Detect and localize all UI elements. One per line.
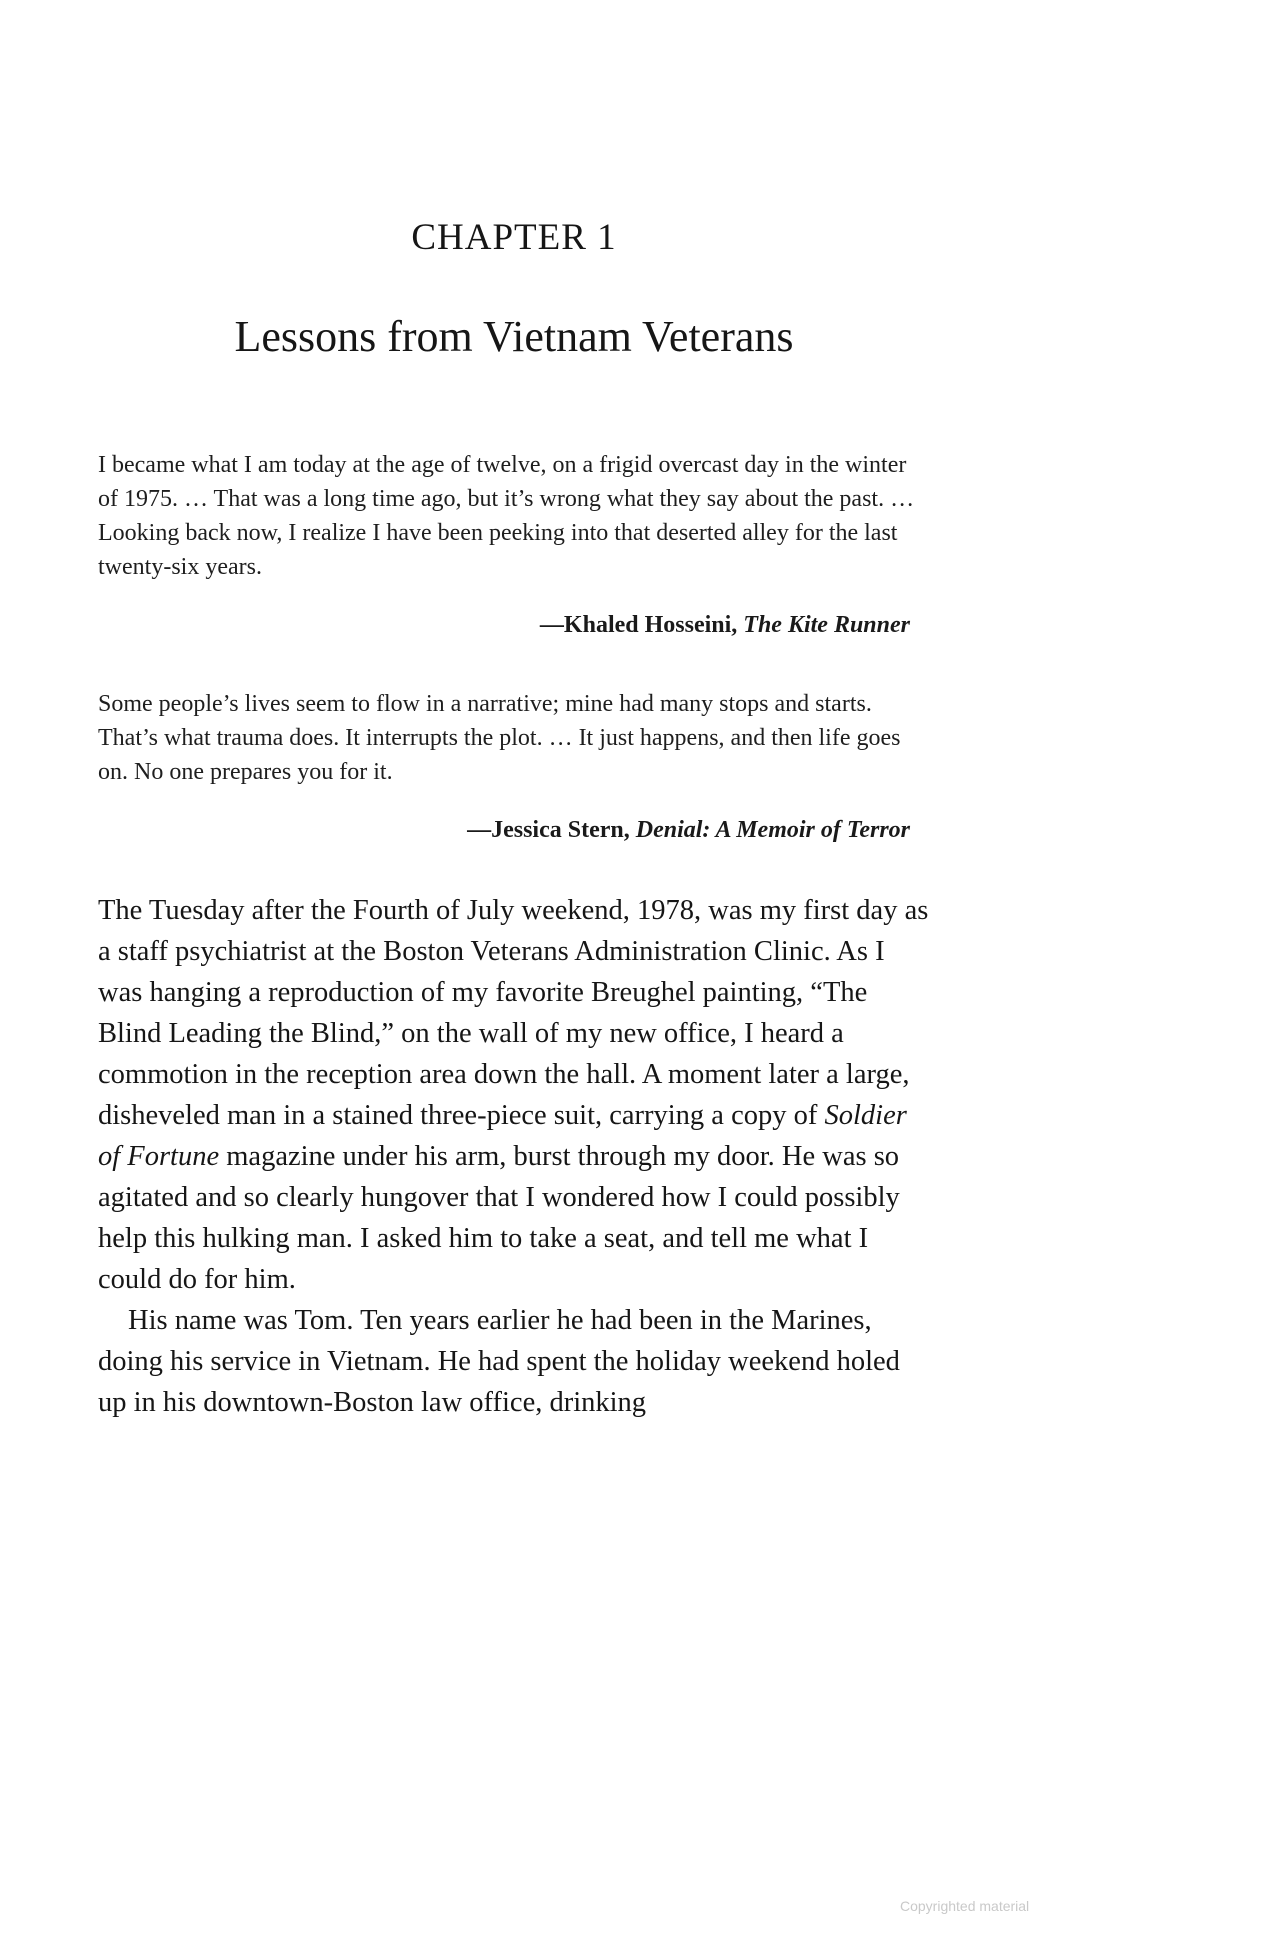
epigraph-section [98, 448, 930, 844]
epigraph-text: I became what I am today at the age of twelve, on a frigid overcast day in the winter of 1975. … That was a long time ago, but it’s wrong what they say about the past. … Looking back now, I realize I have been peeking into that deserted alley for the last twenty-six years. [98, 452, 915, 580]
paragraph-text: The Tuesday after the Fourth of July weekend, 1978, was my first day as a staff psychiatrist at the Boston Veterans Administration Clinic. As I was hanging a reproduction of my favorite Breughel painting, “The Blind Leading the Blind,” on the wall of my new office, I heard a commotion in the reception area down the hall. A moment later a large, disheveled man in a stained three-piece suit, carrying a copy of [98, 895, 929, 1131]
attribution-author: —Jessica Stern, [467, 817, 636, 843]
magazine-title: Soldier of Fortune [98, 1100, 907, 1172]
chapter-label: CHAPTER 1 [411, 217, 617, 258]
body-text [98, 890, 930, 1423]
attribution-work-title: Denial: A Memoir of Terror [635, 817, 910, 843]
epigraph-kite-runner [98, 448, 930, 639]
epigraph-denial [98, 687, 930, 844]
book-page [98, 0, 930, 1423]
body-paragraph-2: His name was Tom. Ten years earlier he had been in the Marines, doing his service in Vietnam. He had spent the holiday weekend holed up in his downtown-Boston law office, drinking [98, 1305, 900, 1418]
attribution-work-title: The Kite Runner [743, 612, 910, 638]
copyright-watermark: Copyrighted material [900, 1898, 1030, 1914]
epigraph-attribution [98, 612, 930, 639]
paragraph-text: magazine under his arm, burst through my door. He was so agitated and so clearly hungover that I wondered how I could possibly help this hulking man. I asked him to take a seat, and tell me what I could do for him. [98, 1141, 900, 1295]
body-paragraph-1 [98, 890, 930, 1300]
epigraph-attribution [98, 817, 930, 844]
chapter-title: Lessons from Vietnam Veterans [234, 312, 794, 361]
attribution-author: —Khaled Hosseini, [539, 612, 744, 638]
epigraph-text: Some people’s lives seem to flow in a narrative; mine had many stops and starts. That’s what trauma does. It interrupts the plot. … It just happens, and then life goes on. No one prepares you for it. [98, 691, 901, 785]
